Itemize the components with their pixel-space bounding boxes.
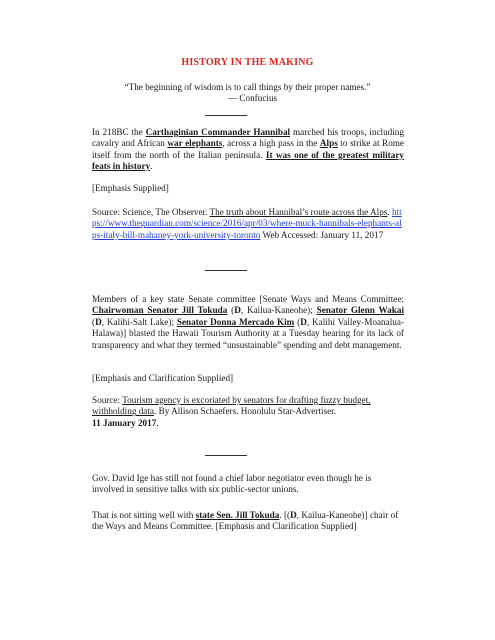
labor-negotiator-paragraph: Gov. David Ige has still not found a chief labor negotiator even though he is involved in sensitive talks with six public-sector unions. bbox=[92, 473, 372, 495]
emphasis-note-1: [Emphasis Supplied] bbox=[92, 183, 169, 193]
epigraph bbox=[0, 82, 495, 103]
senate-paragraph: Members of a key state Senate committee [Senate Ways and Means Committee: Chairwoman Senator Jill Tokuda (D, Kailua-Kaneohe); Senator Glenn Wakai (D, Kalihi-Salt Lake); Senator Donna Mercado Kim (D, Kalihi Valley-Moanalua-Halawa)] blasted the Hawaii Tourism Authority at a Tuesday hearing for its lack of transparency and what they termed “unsustainable” spending and debt management. bbox=[92, 294, 405, 350]
senator-kim: Senator Donna Mercado Kim bbox=[176, 316, 295, 327]
emphasis-note-2: [Emphasis and Clarification Supplied] bbox=[92, 373, 234, 383]
war-elephants: war elephants bbox=[167, 138, 223, 149]
page-title: HISTORY IN THE MAKING bbox=[181, 57, 314, 68]
sen-tokuda: state Sen. Jill Tokuda bbox=[195, 510, 280, 520]
senator-wakai: Senator Glenn Wakai bbox=[316, 305, 405, 316]
section-divider bbox=[205, 455, 247, 456]
source-title-link-1[interactable]: The truth about Hannibal’s route across the Alps bbox=[209, 207, 388, 217]
source-citation-2: Source: Tourism agency is excoriated by senators for drafting fuzzy budget, withholding data. By Allison Schaefers. Honolulu Star-Advertiser. 11 January 2017. bbox=[92, 395, 371, 428]
senator-tokuda: Chairwoman Senator Jill Tokuda bbox=[92, 305, 228, 316]
greatest-feat: It was one of the greatest military feats in history bbox=[92, 149, 404, 172]
tokuda-paragraph: That is not sitting well with state Sen. Jill Tokuda. [(D, Kailua-Kaneohe)] chair of the Ways and Means Committee. [Emphasis and Clarification Supplied] bbox=[92, 510, 399, 532]
hannibal-paragraph: In 218BC the Carthaginian Commander Hannibal marched his troops, including cavalry and African war elephants, across a high pass in the Alps to strike at Rome itself from the north of the Italian peninsula. It was one of the greatest military feats in history. bbox=[92, 127, 404, 172]
quote-attribution: ― Confucius bbox=[227, 93, 278, 103]
section-divider bbox=[205, 115, 247, 116]
source-citation-1: Source: Science, The Observer. The truth about Hannibal’s route across the Alps. https://www.theguardian.com/science/2016/apr/03/where-muck-hannibals-elephants-alps-italy-bill-mahaney-york-university-toronto Web Accessed: January 11, 2017 bbox=[92, 207, 402, 240]
section-divider bbox=[205, 270, 247, 271]
source-date: 11 January 2017 bbox=[92, 417, 157, 428]
source-url-link[interactable]: https://www.theguardian.com/science/2016/apr/03/where-muck-hannibals-elephants-alps-italy-bill-mahaney-york-university-toronto bbox=[92, 207, 402, 240]
source-title-link-2[interactable]: Tourism agency is excoriated by senators for drafting fuzzy budget, withholding data bbox=[92, 395, 371, 417]
quote-text: “The beginning of wisdom is to call things by their proper names.” bbox=[124, 82, 371, 92]
hannibal-name: Carthaginian Commander Hannibal bbox=[145, 127, 291, 137]
alps: Alps bbox=[319, 138, 338, 149]
